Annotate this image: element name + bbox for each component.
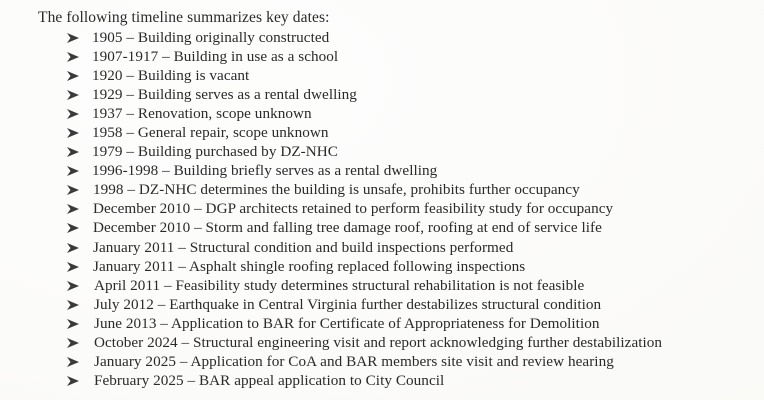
timeline-entry: December 2010 – Storm and falling tree damage roof, roofing at end of service life xyxy=(93,219,602,237)
arrowhead-bullet-icon xyxy=(66,261,92,273)
arrowhead-bullet-icon xyxy=(66,356,92,368)
arrowhead-bullet-icon xyxy=(66,299,92,311)
arrowhead-bullet-icon xyxy=(66,242,92,254)
timeline-entry: January 2011 – Structural condition and build inspections performed xyxy=(93,238,514,256)
timeline-item xyxy=(66,334,663,353)
timeline-entry: January 2011 – Asphalt shingle roofing replaced following inspections xyxy=(93,257,526,275)
timeline-entry: 1996-1998 – Building briefly serves as a rental dwelling xyxy=(92,162,438,180)
timeline-entry: 1920 – Building is vacant xyxy=(92,66,250,84)
timeline-entry: October 2024 – Structural engineering visit and report acknowledging further destabilization xyxy=(94,334,663,352)
timeline-entry: June 2013 – Application to BAR for Certificate of Appropriateness for Demolition xyxy=(94,314,600,332)
timeline-item xyxy=(66,143,660,162)
arrowhead-bullet-icon xyxy=(66,70,92,82)
timeline-item xyxy=(66,162,660,181)
timeline-item xyxy=(66,276,660,295)
timeline-entry: 1979 – Building purchased by DZ-NHC xyxy=(92,143,338,161)
timeline-item xyxy=(66,219,660,238)
timeline-item xyxy=(66,372,660,391)
timeline-item xyxy=(66,353,660,372)
timeline-item xyxy=(66,123,660,142)
timeline-entry: 1958 – General repair, scope unknown xyxy=(92,124,329,142)
timeline-entry: 1905 – Building originally constructed xyxy=(92,28,330,46)
timeline-entry: April 2011 – Feasibility study determines structural rehabilitation is not feasible xyxy=(94,276,585,294)
arrowhead-bullet-icon xyxy=(66,203,92,215)
arrowhead-bullet-icon xyxy=(66,280,92,292)
timeline-item xyxy=(66,238,660,257)
arrowhead-bullet-icon xyxy=(66,108,92,120)
timeline-item xyxy=(66,295,660,314)
timeline-item xyxy=(66,200,660,219)
arrowhead-bullet-icon xyxy=(66,32,92,44)
timeline-entry: 1998 – DZ-NHC determines the building is unsafe, prohibits further occupancy xyxy=(93,181,580,199)
arrowhead-bullet-icon xyxy=(66,51,92,63)
timeline-entry: 1929 – Building serves as a rental dwelling xyxy=(92,85,357,103)
timeline-item xyxy=(66,314,660,333)
arrowhead-bullet-icon xyxy=(66,375,92,387)
timeline-entry: 1907-1917 – Building in use as a school xyxy=(92,47,339,65)
timeline-item xyxy=(66,85,660,104)
arrowhead-bullet-icon xyxy=(66,165,92,177)
timeline-item xyxy=(66,47,660,66)
timeline-entry: January 2025 – Application for CoA and BAR members site visit and review hearing xyxy=(94,353,614,371)
arrowhead-bullet-icon xyxy=(66,222,92,234)
intro-text: The following timeline summarizes key dates: xyxy=(38,9,330,26)
arrowhead-bullet-icon xyxy=(66,146,92,158)
timeline-entry: July 2012 – Earthquake in Central Virginia further destabilizes structural condition xyxy=(94,295,602,313)
arrowhead-bullet-icon xyxy=(66,89,92,101)
timeline-item xyxy=(66,28,660,47)
timeline-item xyxy=(66,257,660,276)
timeline-entry: December 2010 – DGP architects retained to perform feasibility study for occupancy xyxy=(93,200,614,218)
arrowhead-bullet-icon xyxy=(66,184,92,196)
timeline-entry: 1937 – Renovation, scope unknown xyxy=(92,104,312,122)
arrowhead-bullet-icon xyxy=(66,127,92,139)
timeline-list xyxy=(66,28,663,391)
timeline-item xyxy=(66,104,660,123)
timeline-entry: February 2025 – BAR appeal application to City Council xyxy=(94,372,445,390)
arrowhead-bullet-icon xyxy=(66,318,92,330)
arrowhead-bullet-icon xyxy=(66,337,92,349)
timeline-item xyxy=(66,181,660,200)
timeline-item xyxy=(66,66,660,85)
